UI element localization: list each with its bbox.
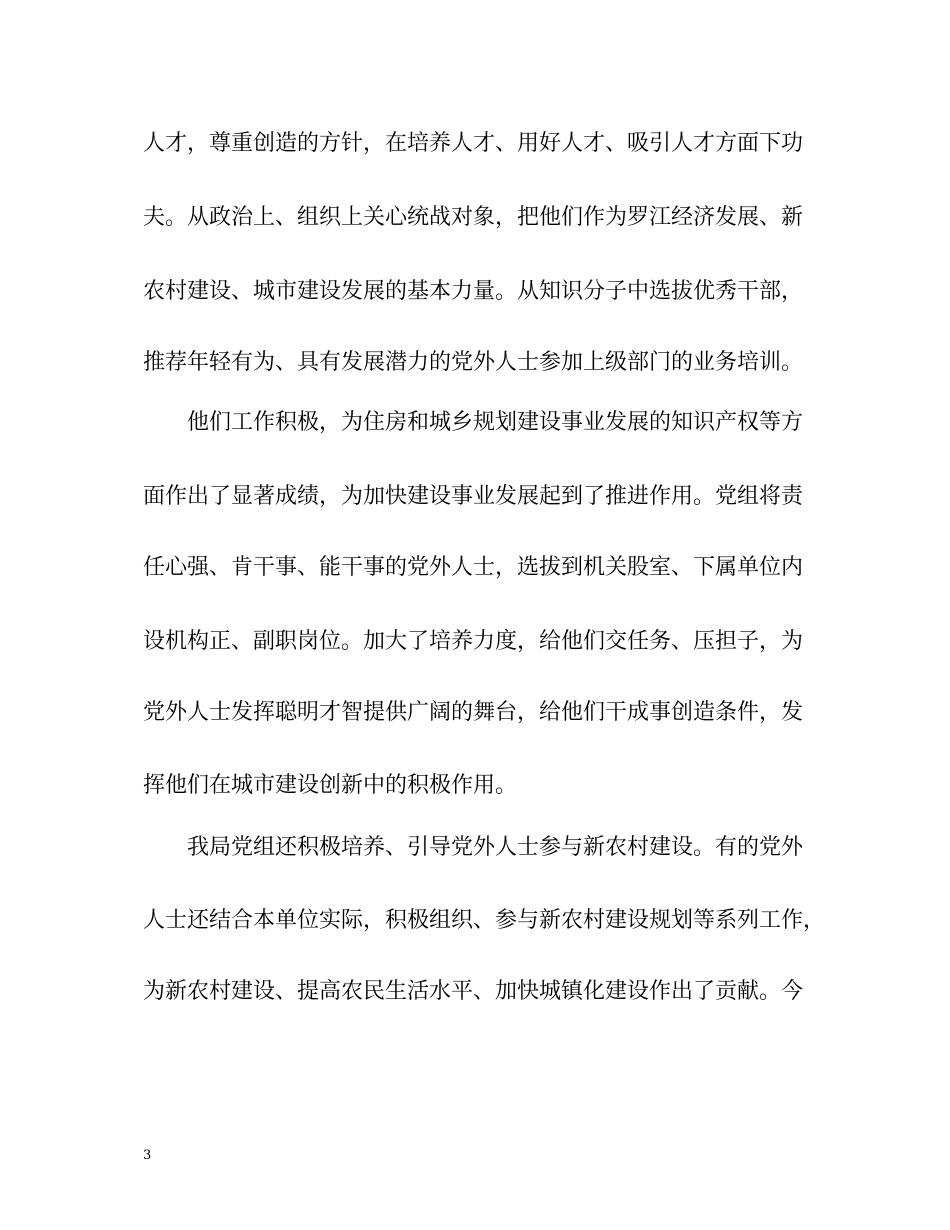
text-line-2: 夫。从政治上、组织上关心统战对象，把他们作为罗江经济发展、新 — [143, 205, 804, 230]
text-line-6: 面作出了显著成绩，为加快建设事业发展起到了推进作用。党组将责 — [143, 484, 804, 509]
text-line-4: 推荐年轻有为、具有发展潜力的党外人士参加上级部门的业务培训。 — [143, 350, 804, 375]
paragraph-3-first-line: 我局党组还积极培养、引导党外人士参与新农村建设。有的党外 — [187, 835, 804, 860]
paragraph-2-first-line: 他们工作积极，为住房和城乡规划建设事业发展的知识产权等方 — [187, 410, 804, 435]
text-line-8: 设机构正、副职岗位。加大了培养力度，给他们交任务、压担子，为 — [143, 629, 804, 654]
text-line-3: 农村建设、城市建设发展的基本力量。从知识分子中选拔优秀干部， — [143, 279, 804, 304]
text-line-9: 党外人士发挥聪明才智提供广阔的舞台，给他们干成事创造条件，发 — [143, 700, 804, 725]
text-line-10: 挥他们在城市建设创新中的积极作用。 — [143, 773, 518, 798]
text-line-13: 为新农村建设、提高农民生活水平、加快城镇化建设作出了贡献。今 — [143, 979, 804, 1004]
text-line-7: 任心强、肯干事、能干事的党外人士，选拔到机关股室、下属单位内 — [143, 555, 804, 580]
text-line-1: 人才，尊重创造的方针，在培养人才、用好人才、吸引人才方面下功 — [143, 131, 804, 156]
text-line-12: 人士还结合本单位实际，积极组织、参与新农村建设规划等系列工作， — [143, 908, 826, 933]
page-number: 3 — [143, 1148, 152, 1163]
